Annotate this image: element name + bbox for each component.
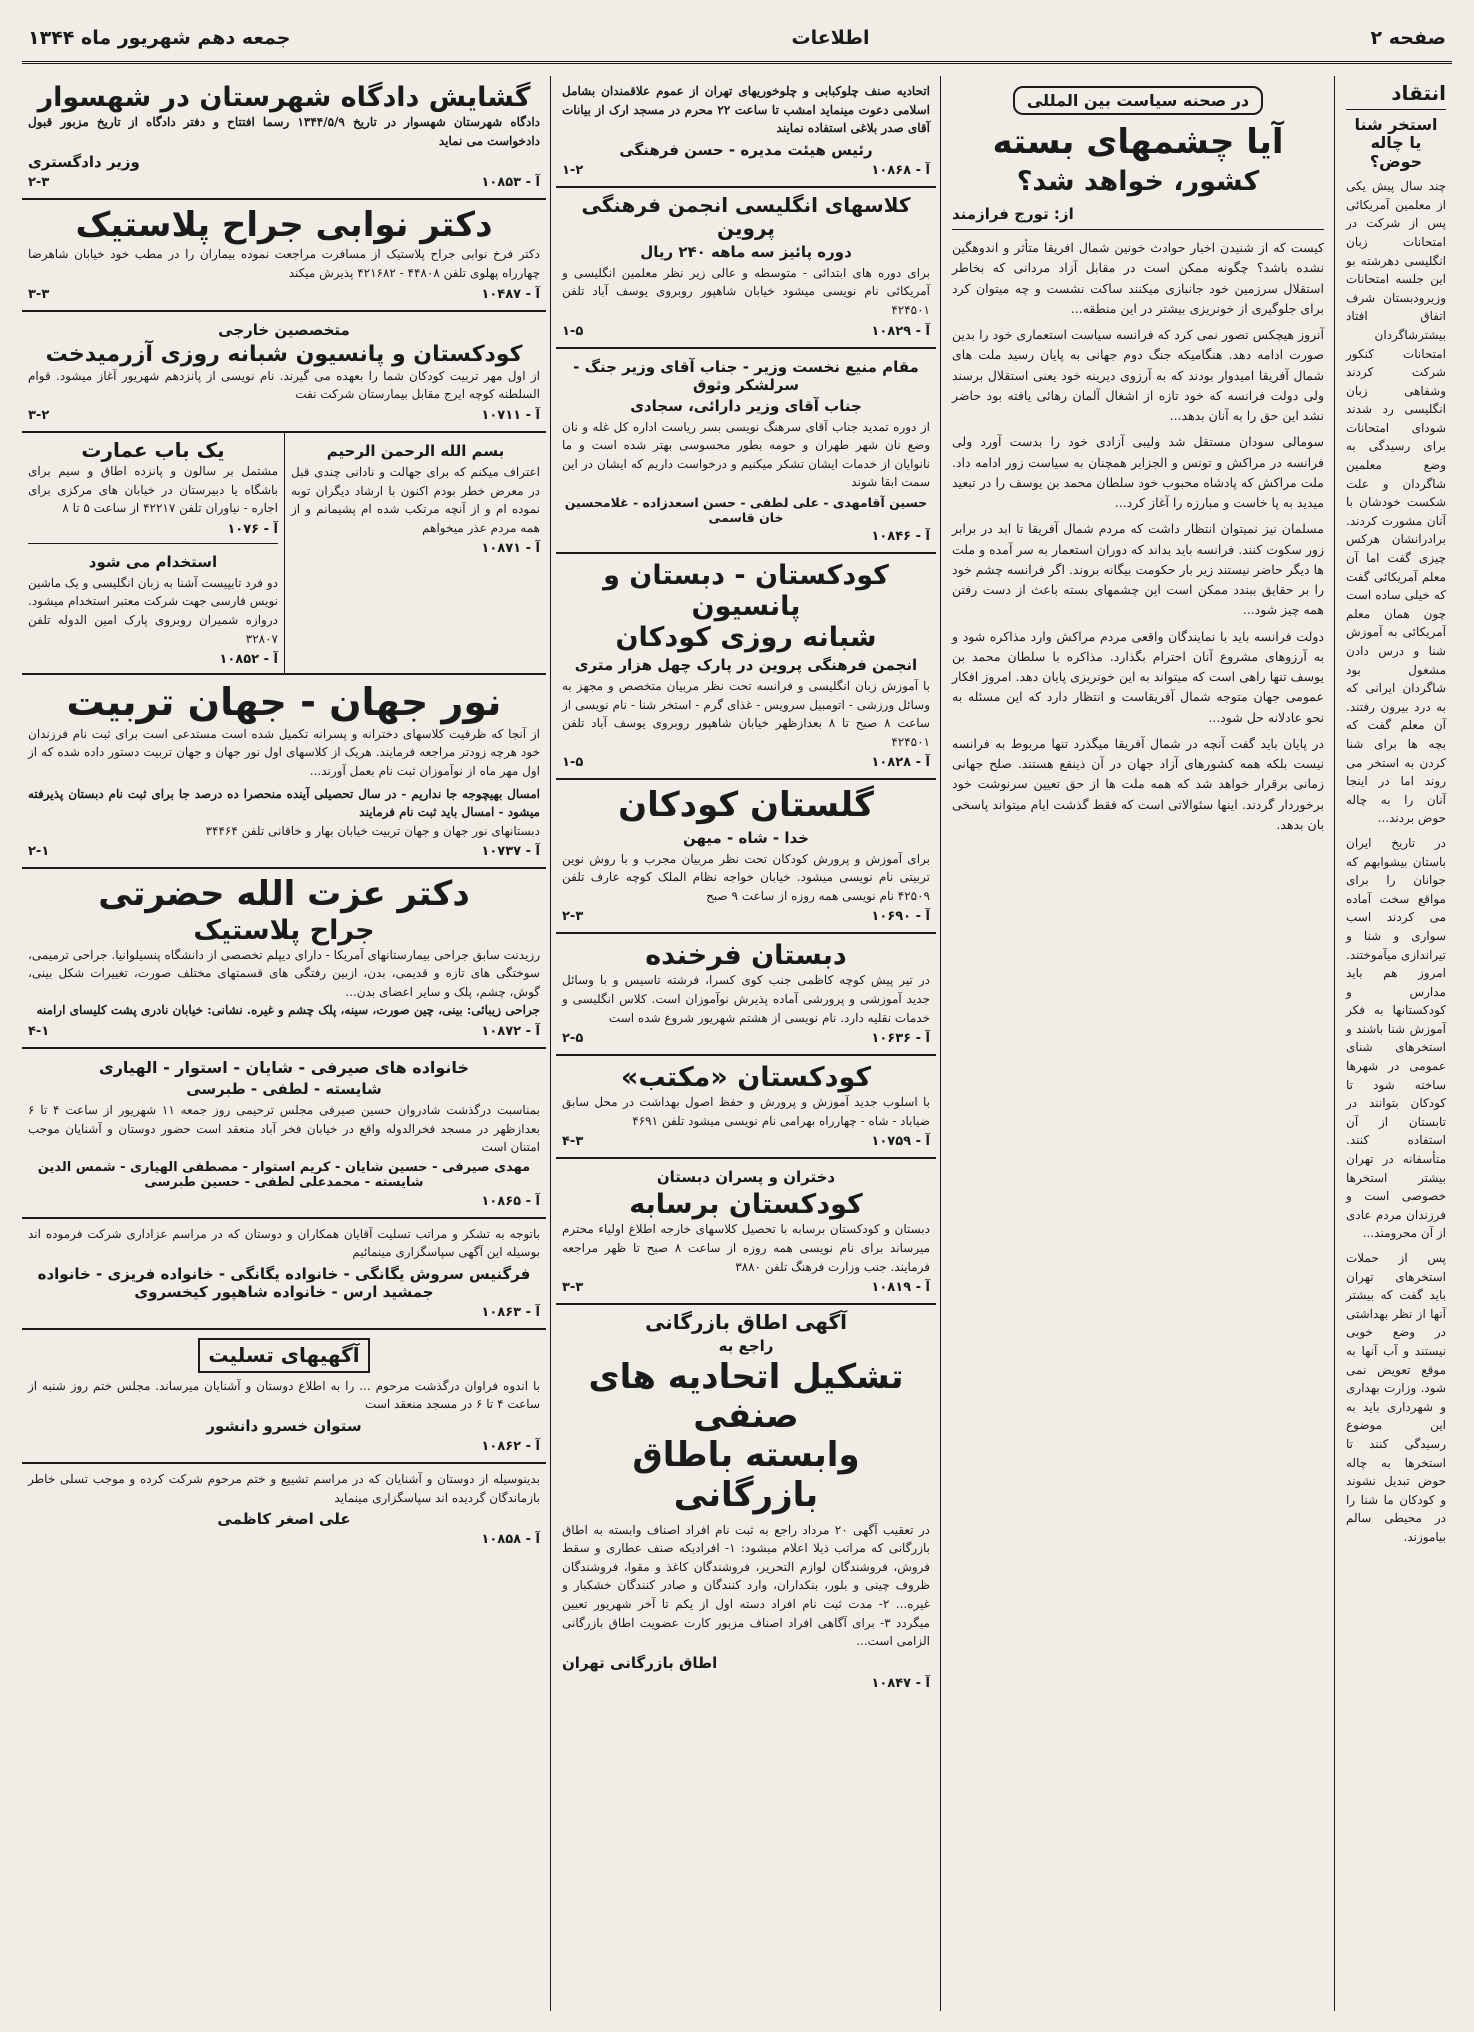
ad-text: دبستانهای نور جهان و جهان تربیت خیابان بهار و خاقانی تلفن ۳۴۴۶۴ <box>205 823 540 838</box>
ad-text: امسال بهیچوجه جا نداریم - در سال تحصیلی آینده منحصرا ده درصد جا برای ثبت نام دبستان پذیرفته میشود - امسال باید ثبت نام فرمایند <box>28 786 540 820</box>
ad-signature: وزیر دادگستری <box>28 153 140 172</box>
ad-signature: حسین آقامهدی - علی لطفی - حسن اسعدزاده - غلامحسین خان قاسمی <box>564 494 928 525</box>
ad-code: آ - ۱۰۷۱۱ <box>481 408 540 423</box>
ad-title: دکتر نوابی جراح پلاستیک <box>75 205 493 246</box>
ad-run: ۱-۵ <box>562 755 584 771</box>
politics-column <box>946 76 1330 2011</box>
ad-text: برای دوره های ابتدائی - متوسطه و عالی زیر نظر معلمین انگلیسی و آمریکائی نام نویسی میشود خیابان شاهپور روبروی یوسف آباد تلفن ۴۲۴۵۰۱ <box>562 265 930 317</box>
ad-title: بسم الله الرحمن الرحیم <box>326 442 505 460</box>
ad-title: نور جهان - جهان تربیت <box>66 680 502 725</box>
ad-run: ۳-۳ <box>28 286 50 302</box>
ad-code: آ - ۱۰۸۵۲ <box>219 652 278 668</box>
ad-run: ۳-۲ <box>28 408 50 423</box>
ad-title: دکتر عزت الله حضرتی <box>98 874 470 915</box>
ad-text: از دوره تمدید جناب آقای سرهنگ نویسی بسر ریاست اداره کل غله و نان وضع نان شهر طهران و حومه بطور محسوسی بهتر شده است و ما نانوایان از خدمات ایشان تشکر میکنیم و درخواست داریم که ایشان در این سمت ابقا شوند <box>562 419 930 490</box>
ad-text: دو فرد تایپیست آشنا به زبان انگلیسی و یک ماشین نویس فارسی جهت شرکت معتبر استخدام میشود. دروازه شمیران روبروی پارک امین الدوله تلفن ۳۲۸۰۷ <box>28 575 278 646</box>
ad-code: آ - ۱۰۸۴۷ <box>871 1675 930 1691</box>
ad-title: آگهیهای تسلیت <box>198 1338 369 1373</box>
ad-text: از اول مهر تربیت کودکان شما را بعهده می گیرند. نام نویسی از پانزدهم شهریور آغاز میشود. قوام السلطنه کوچه ایرج مقابل بیمارستان شرکت نفت <box>28 368 540 402</box>
ad-maktab-kindergarten <box>556 1056 936 1159</box>
ad-chamber-of-commerce <box>556 1305 936 1699</box>
ad-text: با اندوه فراوان درگذشت مرحوم ... را به اطلاع دوستان و آشنایان میرساند. مجلس ختم روز شنبه از ساعت ۴ تا ۶ در مسجد منعقد است <box>28 1378 540 1412</box>
ad-thanks-kazemi <box>22 1464 546 1555</box>
ad-noor-jahan <box>22 675 546 869</box>
ad-title: کودکستان برسابه <box>629 1189 863 1221</box>
article-body: دولت فرانسه باید با نمایندگان واقعی مردم مراکش وارد مذاکره شود و به آرزوهای مشروع آنان احترام بگذارد. مذاکره با سلطان محمد بن یوسف تنها راهی است که میتواند به این خونریزی پایان دهد. امروز افکار عمومی جهان متوجه شمال آفریقاست و انتظار دارد که این مسئله به نحو عادلانه حل شود... <box>952 628 1324 725</box>
section-label: انتقاد <box>1346 82 1446 110</box>
ad-run: ۴-۱ <box>28 1023 50 1039</box>
ad-signature: اطاق بازرگانی تهران <box>562 1653 718 1672</box>
ad-title: دبستان فرخنده <box>645 940 847 972</box>
ad-run: ۲-۳ <box>28 175 50 191</box>
ad-dr-navabi <box>22 200 546 311</box>
ad-subtitle: دوره پائیز سه ماهه ۲۴۰ ریال <box>640 242 852 261</box>
article-headline: آیا چشمهای بسته <box>992 122 1284 162</box>
date-line: جمعه دهم شهریور ماه ۱۳۴۴ <box>28 26 291 49</box>
article-headline: استخر شنا یا چاله حوض؟ <box>1354 115 1438 171</box>
article-body: چند سال پیش یکی از معلمین آمریکائی پس از شرکت در امتحانات زبان انگلیسی دهرشته بو این جلسه امتحانات وزیرودبستان شرف اتفاق افتاد بیشترشاگردان امتحانات کنکور شرکت کردند وشفاهی زبان انگلیسی رد شدند شودای امتحانات برای رسیدگی به وضع معلمین شاگردان و علت شکست خودشان با آنان مشورت کردند. برادرانشان هرکس چیزی گفت اما آن معلم آمریکائی گفت که خیلی ساده است چون همان معلم آمریکائی به آموزش شنا و درس دادن مشغول بود شاگردان ایرانی که به درد بیرون رفتند. آن معلم گفت که بچه ها برای شنا کردن به استخر می روند اما در اینجا آنان را به چاله حوض بردند... <box>1346 179 1446 826</box>
ad-signature: مهدی صیرفی - حسین شایان - کریم استوار - مصطفی الهیاری - شمس الدین شایسته - محمدعلی لطفی - حسین طبرسی <box>37 1159 531 1190</box>
ad-code: آ - ۱۰۸۶۳ <box>481 1304 540 1320</box>
ad-code: آ - ۱۰۸۶۸ <box>871 162 930 178</box>
ad-subtitle: شبانه روزی کودکان <box>615 622 877 654</box>
ad-text: دبستان و کودکستان برسابه با تحصیل کلاسهای خارجه اطلاع اولیاء محترم میرساند برای نام نویسی همه روزه از ساعت ۸ صبح تا ظهر مراجعه فرمایند. جنب وزارت فرهنگ تلفن ۳۸۸۰ <box>562 1222 930 1274</box>
ad-open-letter <box>556 349 936 554</box>
small-ads-row <box>22 433 546 675</box>
article-body: آنروز هیچکس تصور نمی کرد که فرانسه سیاست استعماری خود را بدین صورت ادامه دهد. هنگامیکه جنگ دوم جهانی به پایان رسید ملت های شمال آفریقا امیدوار بودند که به آرزوی دیرینه خود یعنی استقلال برسند ولی دولت فرانسه که خود تازه از اشغال آلمان رهائی یافته بود حاضر نشد این حق را به آنان بدهد... <box>952 327 1324 424</box>
ad-title: گلستان کودکان <box>618 785 874 826</box>
ad-title: یک باب عمارت <box>81 438 225 462</box>
ad-pretitle: متخصصین خارجی <box>218 320 350 339</box>
ad-signature: علی اصغر کاظمی <box>217 1510 351 1529</box>
ads-column-left <box>22 76 546 2011</box>
ad-run: ۲-۳ <box>562 909 584 925</box>
critique-column <box>1340 76 1452 2011</box>
ad-code: آ - ۱۰۸۱۹ <box>871 1280 930 1296</box>
ad-run: ۳-۳ <box>562 1280 584 1296</box>
ad-code: آ - ۱۰۷۳۷ <box>481 844 540 860</box>
article-body: پس از حملات استخرهای تهران باید گفت که بیشتر آنها از نظر بهداشتی در وضع خوبی نیستند و آب آنها به موقع تعویض نمی شود. وزارت بهداری و شهرداری باید به این موضوع رسیدگی کنند تا استخرها به چاله حوض تبدیل نشوند و کودکان ما شنا را در محیطی سالم بیاموزند. <box>1346 1251 1446 1544</box>
ad-title: کلاسهای انگلیسی انجمن فرهنگی پروین <box>581 192 911 240</box>
ad-code: آ - ۱۰۶۹۰ <box>871 909 930 925</box>
ad-code: آ - ۱۰۸۷۲ <box>481 1023 540 1039</box>
ad-text: دکتر فرخ نوابی جراح پلاستیک از مسافرت مراجعت نموده بیماران را در مطب خود خیابان شاهرضا چهارراه پهلوی تلفن ۴۴۸۰۸ - ۴۲۱۶۸۲ پذیرش میکند <box>28 247 540 280</box>
ad-title: تشکیل اتحادیه های صنفی <box>588 1357 904 1437</box>
article-body: در تاریخ ایران باستان بیشوابهم که جوانان را برای مواقع سخت آماده می کردند اسب سواری و شنا و تیراندازی میآموختند. امروز هم باید مدارس و کودکستانها به فکر آموزش شنا باشند و استخرهای شنای عمومی در شهرها ساخته شود تا کودکان بتوانند در تابستان از آن استفاده کنند. متأسفانه در تهران بیشتر استخرها خصوصی است و فرزندان مردم عادی از آن محرومند... <box>1346 835 1446 1241</box>
column-divider <box>550 76 551 2011</box>
ad-title: کودکستان «مکتب» <box>620 1062 872 1094</box>
paper-name: اطلاعات <box>791 26 870 49</box>
ad-building <box>28 439 278 544</box>
notice-chelokababi <box>556 76 936 188</box>
ad-text: برای آموزش و پرورش کودکان تحت نظر مربیان مجرب و با روش نوین تربیتی نام نویسی میشود. خیابان خواجه نظام الملک کوچه عارف تلفن ۴۲۵۰۹ نام نویسی همه روزه از ساعت ۹ صبح <box>562 851 930 903</box>
notice-signature: رئیس هیئت مدیره - حسن فرهنگی <box>619 140 873 159</box>
ad-code: آ - ۱۰۸۲۹ <box>871 323 930 339</box>
ad-dr-hazrati <box>22 869 546 1049</box>
ad-borsabeh <box>556 1159 936 1305</box>
ad-code: آ - ۱۰۸۴۶ <box>871 528 930 544</box>
article-body: کیست که از شنیدن اخبار حوادث خونین شمال افریقا متأثر و اندوهگین نشده باشد؟ چگونه ممکن است در مقابل آزاد مردانی که بخاطر استقلال سرزمین خود جانبازی میکنند ساکت نشست و چه میتوان کرد برای جلوگیری از خونریزی بیشتر در این منطقه... <box>952 240 1324 316</box>
ad-code: آ - ۱۰۸۶۲ <box>481 1439 540 1455</box>
ad-code: آ - ۱۰۸۲۸ <box>871 755 930 771</box>
ad-code: آ - ۱۰۸۷۱ <box>481 541 540 557</box>
ad-code: آ - ۱۰۸۶۵ <box>481 1193 540 1209</box>
ad-subtitle: دختران و پسران دبستان <box>656 1168 836 1187</box>
article-author: از: تورج فرازمند <box>952 205 1324 230</box>
ad-text: مشتمل بر سالون و پانزده اطاق و سیم برای باشگاه یا دبیرستان در خیابان های مرکزی برای اجاره - نیاوران تلفن ۴۲۲۱۷ از ساعت ۵ تا ۸ <box>28 464 278 516</box>
ad-subtitle: خدا - شاه - میهن <box>682 828 809 847</box>
ad-text: بمناسبت درگذشت شادروان حسین صیرفی مجلس ترحیمی روز جمعه ۱۱ شهریور از ساعت ۴ تا ۶ بعدازظهر در مسجد فخرالدوله واقع در خیابان فخر آباد منعقد است حضور دوستان و آشنایان موجب امتنان است <box>28 1102 540 1155</box>
ad-code: آ - ۱۰۸۵۳ <box>481 175 540 191</box>
ad-subtitle: جراح پلاستیک <box>193 914 375 946</box>
section-tag: در صحنه سیاست بین المللی <box>1013 86 1263 115</box>
ad-code: آ - ۱۰۷۶ <box>227 521 278 537</box>
ad-run: ۱-۲ <box>562 162 584 178</box>
ad-kindergarten-parvin <box>556 554 936 781</box>
ad-title: فرگنیس سروش یگانگی - خانواده یگانگی - خانواده فریزی - خانواده جمشید ارس - خانواده شاهپور کیخسروی <box>37 1264 531 1301</box>
ad-run: ۱-۵ <box>562 323 584 339</box>
ad-court-opening <box>22 76 546 200</box>
ad-text: از آنجا که ظرفیت کلاسهای دخترانه و پسرانه تکمیل شده است مستدعی است برای ثبت نام فرزندان خود هرچه زودتر مراجعه فرمایند. هریک از کلاسهای اول نور جهان و جهان تربیت دستور داده شده که از اول مهر ماه از نوآموزان ثبت نام بعمل آورند... <box>28 726 540 779</box>
article-subhead: کشور، خواهد شد؟ <box>1016 166 1260 198</box>
ad-title: کودکستان و پانسیون شبانه روزی آزرمیدخت <box>45 341 523 367</box>
ad-title: کودکستان - دبستان و پانسیون <box>603 559 889 622</box>
ad-text: با اسلوب جدید آموزش و پرورش و حفظ اصول بهداشت در محل سابق ضیاباد - شاه - چهارراه بهرامی نام نویسی میشود تلفن ۴۶۹۱ <box>562 1095 930 1128</box>
ad-run: ۲-۵ <box>562 1031 584 1047</box>
small-ads-stack <box>22 433 284 673</box>
ad-text: رزیدنت سابق جراحی بیمارستانهای آمریکا - دارای دیپلم تخصصی از دانشگاه پنسیلوانیا. جراحی ترمیمی، سوختگی های تازه و قدیمی، بدن، ازبین رفتگی های قسمتهای مختلف صورت، تغییرات شکل بینی، گوش، چشم، پلک و سایر اعضای بدن... <box>28 947 540 999</box>
ad-thanks-families <box>22 1219 546 1330</box>
ad-text: جراحی زیبائی: بینی، چین صورت، سینه، پلک چشم و غیره. نشانی: خیابان نادری پشت کلیسای ارامنه <box>36 1003 540 1018</box>
ad-code: آ - ۱۰۸۵۸ <box>481 1532 540 1548</box>
column-divider <box>1334 76 1335 2011</box>
ad-subtitle: انجمن فرهنگی پروین در پارک چهل هزار متری <box>574 656 918 675</box>
ad-pretitle: آگهی اطاق بازرگانی <box>645 1310 847 1335</box>
article-body: مسلمان نیز نمیتوان انتظار داشت که مردم شمال آفریقا تا ابد در برابر زور سکوت کنند. فرانسه باید بداند که دوران استعمار به سر آمده و ملت ها دیگر حاضر نیستند زیر بار حکومت بیگانه بروند. اگر فرانسه چشم خود را بر حقایق ببندد ممکن است این چشمهای بسته باعث از دست رفتن همه چیز شود... <box>952 521 1324 618</box>
ad-subtitle: شایسته - لطفی - طبرسی <box>186 1079 382 1098</box>
ad-text: باتوجه به تشکر و مراتب تسلیت آقایان همکاران و دوستان که در مراسم عزاداری شرکت فرموده اند بوسیله این آگهی سپاسگزاری مینمائیم <box>28 1226 540 1260</box>
ad-condolence-families <box>22 1049 546 1219</box>
ad-condolences <box>22 1330 546 1464</box>
ad-english-classes <box>556 188 936 349</box>
article-body: در پایان باید گفت آنچه در شمال آفریقا میگذرد تنها مربوط به فرانسه نیست بلکه همه کشورهای آزاد جهان در آن ذینفع هستند. صلح جهانی زمانی برقرار خواهد شد که همه ملت ها از حق تعیین سرنوشت خود برخوردار گردند. اینها سئوالاتی است که فقط گذشت ایام میتواند پاسخی بان بدهد. <box>952 735 1324 832</box>
ad-text: در تعقیب آگهی ۲۰ مرداد راجع به ثبت نام افراد اصناف وابسته به اطاق بازرگانی که مراتب ذیلا اعلام میشود: ۱- افرادیکه صنف عطاری و سقط فروش، فروشندگان لوازم التحریر، فروشندگان کاغذ و مقوا، فروشندگان ظروف چینی و بلور، بنکداران، وارد کنندگان و صادر کنندگان خشکبار و غیره... ۲- مدت ثبت نام افراد دسته اول از یکم تا آخر شهریور تعیین میگردد ۳- برای آگاهی افراد اصناف مزبور کارت عضویت اطاق بازرگانی الزامی است... <box>562 1522 931 1649</box>
ad-code: آ - ۱۰۶۳۶ <box>871 1031 930 1047</box>
ad-title: خانواده های صیرفی - شایان - استوار - الهیاری <box>99 1057 469 1077</box>
ad-title: وابسته باطاق بازرگانی <box>632 1435 860 1515</box>
ad-repentance <box>284 433 546 673</box>
ad-text: اعتراف میکنم که برای جهالت و نادانی چندی قبل در معرض خطر بودم اکنون با ارشاد دیگران توبه نموده ام و از آنچه مرتکب شده ام پشیمانم و از همه مردم عذر میخواهم <box>291 465 540 535</box>
ad-text: دادگاه شهرستان شهسوار در تاریخ ۱۳۴۴/۵/۹ رسما افتتاح و دفتر دادگاه از تاریخ مزبور قبول دادخواست می نماید <box>28 115 540 148</box>
ad-title: گشایش دادگاه شهرستان در شهسوار <box>37 82 531 113</box>
ad-code: آ - ۱۰۷۵۹ <box>871 1134 930 1150</box>
ad-golestan-kodakan <box>556 780 936 934</box>
notice-text: اتحادیه صنف چلوکبابی و چلوخوریهای تهران از عموم علاقمندان بشامل اسلامی دعوت مینماید امشب تا ساعت ۲۲ محرم در مسجد ارک از بیانات آقای صدر بلاغی استفاده نمایند <box>562 84 930 136</box>
ad-code: آ - ۱۰۴۸۷ <box>481 286 540 302</box>
ad-title: مقام منیع نخست وزیر - جناب آقای وزیر جنگ - سرلشکر وثوق <box>573 357 919 394</box>
newspaper-page <box>22 14 1452 2018</box>
ad-hiring <box>28 544 278 667</box>
ad-run: ۴-۳ <box>562 1134 584 1150</box>
ad-text: بدینوسیله از دوستان و آشنایان که در مراسم تشییع و ختم مرحوم شرکت کرده و موجب تسلی خاطر بازماندگان گردیده اند سپاسگزاری مینماید <box>28 1472 540 1505</box>
ad-azarmidokht <box>22 312 546 433</box>
page-label: صفحه ۲ <box>1370 26 1446 49</box>
ad-pretitle: راجع به <box>718 1337 774 1356</box>
masthead <box>22 14 1452 64</box>
ad-text: در تیر پیش کوچه کاظمی جنب کوی کسرا، فرشته تاسیس و با وسائل جدید آموزشی و پرورشی آماده پذیرش نوآموزان است. کلاس انگلیسی و خدمات نقلیه دارد. نام نویسی از هشتم شهریور شروع شده است <box>562 973 930 1025</box>
article-body: سومالی سودان مستقل شد ولیبی آزادی خود را بدست آورد ولی فرانسه در مراکش و تونس و الجزایر همچنان به سیاست زور ادامه داد. ملت مراکش که پادشاه محبوب خود سلطان محمد بن یوسف را در تبعید میدید به پا خاست و مبارزه را آغاز کرد... <box>952 434 1324 511</box>
ad-text: با آموزش زبان انگلیسی و فرانسه تحت نظر مربیان متخصص و مجهز به وسائل ورزشی - اتومبیل سرویس - غذای گرم - استخر شنا - نام نویسی از ساعت ۸ صبح تا ۸ بعدازظهر خیابان شاهپور روبروی یوسف آباد تلفن ۴۲۴۵۰۱ <box>562 679 930 749</box>
ads-column-middle <box>556 76 936 2011</box>
ad-subtitle: جناب آقای وزیر دارائی، سجادی <box>630 396 862 415</box>
ad-title: استخدام می شود <box>88 552 218 571</box>
ad-run: ۲-۱ <box>28 844 50 860</box>
column-divider <box>940 76 941 2011</box>
ad-signature: ستوان خسرو دانشور <box>206 1417 362 1436</box>
ad-farkhondeh-school <box>556 934 936 1056</box>
